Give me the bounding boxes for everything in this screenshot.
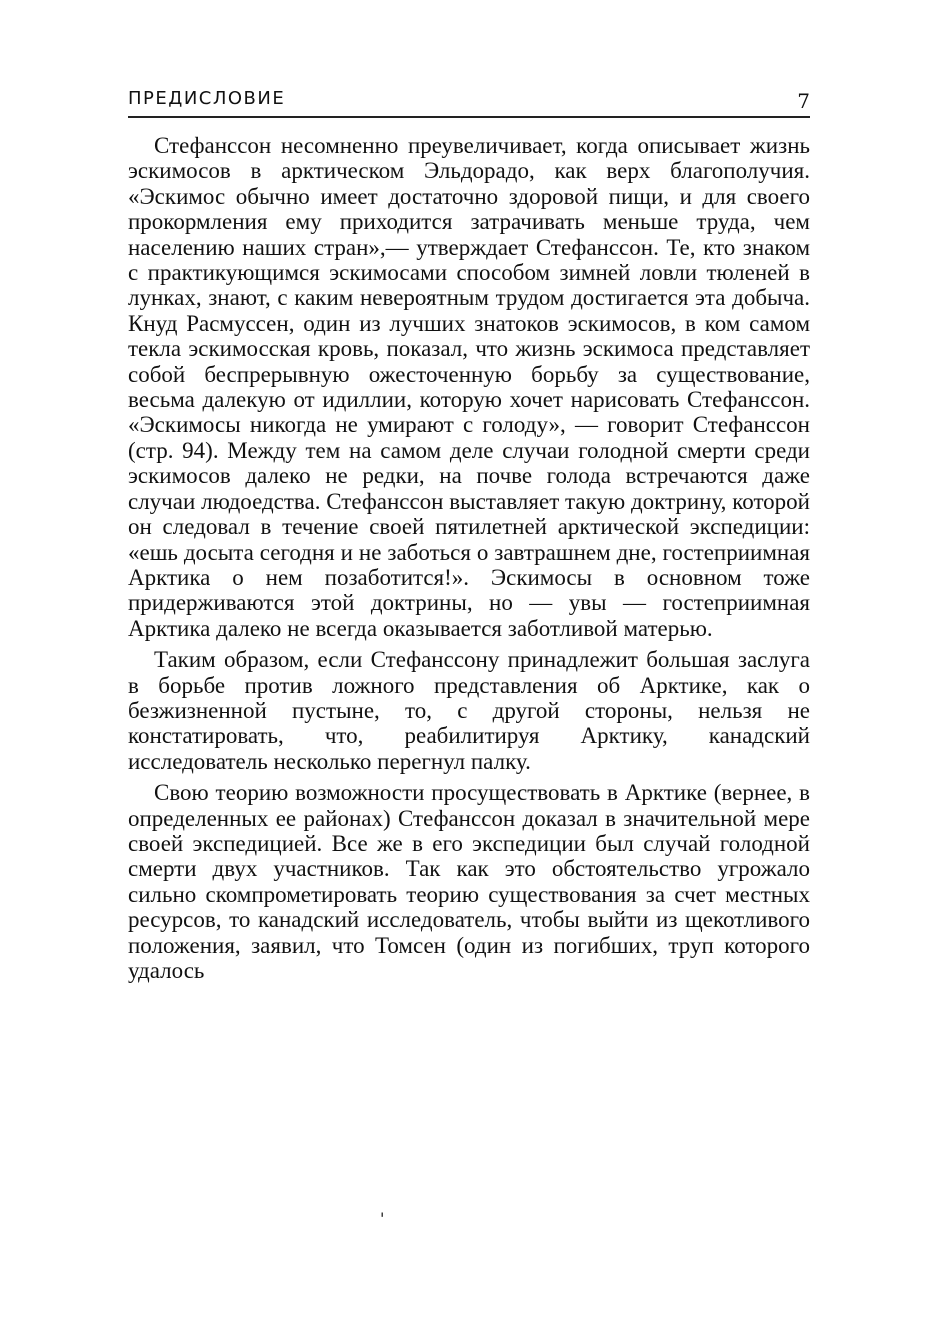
running-head [128,86,810,116]
paragraph-3: Свою теорию возможности просуществовать в Арктике (вернее, в определенных ее районах) Стефанссон доказал в значительной мере своей экспедицией. Все же в его экспедиции был случай голодной смерти двух участников. Так как это обстоятельство угрожало сильно скомпрометировать теорию существования за счет местных ресурсов, то канадский исследователь, чтобы выйти из щекотливого положения, заявил, что Томсен (один из погибших, труп которого удалось [128,780,810,983]
page-number: 7 [797,89,810,113]
stray-mark: ' [380,1209,385,1228]
header-rule [128,116,810,118]
section-title: ПРЕДИСЛОВИЕ [128,88,286,109]
body-text [128,133,810,989]
paragraph-1: Стефанссон несомненно преувеличивает, когда описывает жизнь эскимосов в арктическом Эльдорадо, как верх благополучия. «Эскимос обычно имеет достаточно здоровой пищи, и для своего прокормления ему приходится затрачивать меньше труда, чем населению наших стран»,— утверждает Стефанссон. Те, кто знаком с практикующимся эскимосами способом зимней ловли тюленей в лунках, знают, с каким невероятным трудом достигается эта добыча. Кнуд Расмуссен, один из лучших знатоков эскимосов, в ком самом текла эскимосская кровь, показал, что жизнь эскимоса представляет собой беспрерывную ожесточенную борьбу за существование, весьма далекую от идиллии, которую хочет нарисовать Стефанссон. «Эскимосы никогда не умирают с голоду», — говорит Стефанссон (стр. 94). Между тем на самом деле случаи голодной смерти среди эскимосов далеко не редки, на почве голода встречаются даже случаи людоедства. Стефанссон выставляет такую доктрину, которой он следовал в течение своей пятилетней арктической экспедиции: «ешь досыта сегодня и не заботься о завтрашнем дне, гостеприимная Арктика о нем позаботится!». Эскимосы в основном тоже придерживаются этой доктрины, но — увы — гостеприимная Арктика далеко не всегда оказывается заботливой матерью. [128,133,810,641]
paragraph-2: Таким образом, если Стефанссону принадлежит большая заслуга в борьбе против ложного представления об Арктике, как о безжизненной пустыне, то, с другой стороны, нельзя не констатировать, что, реабилитируя Арктику, канадский исследователь несколько перегнул палку. [128,647,810,774]
